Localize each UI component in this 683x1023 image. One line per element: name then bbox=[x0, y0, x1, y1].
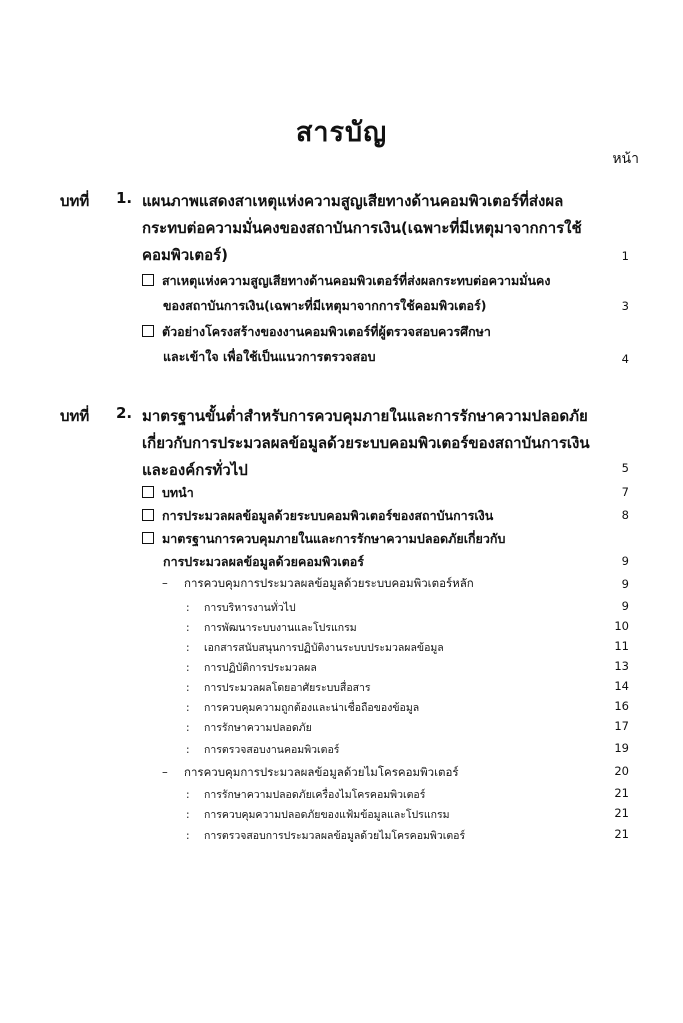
toc-section-label: การควบคุมการประมวลผลข้อมูลด้วยไมโครคอมพิวเตอร์ bbox=[184, 765, 459, 779]
page-number: 10 bbox=[614, 619, 629, 633]
toc-subitem-label: การรักษาความปลอดภัยเครื่องไมโครคอมพิวเตอร์ bbox=[204, 789, 426, 801]
chapter-label: บทที่ bbox=[60, 192, 90, 210]
toc-section bbox=[162, 575, 474, 593]
dash-bullet: – bbox=[162, 576, 168, 590]
chapter-title-line: และองค์กรทั่วไป bbox=[142, 461, 248, 479]
toc-subitem bbox=[186, 786, 425, 803]
page-number: 7 bbox=[621, 485, 629, 499]
toc-entry-continuation: ของสถาบันการเงิน(เฉพาะที่มีเหตุมาจากการใช้คอมพิวเตอร์) bbox=[163, 298, 487, 313]
chapter-title-line: คอมพิวเตอร์) bbox=[142, 246, 229, 264]
toc-entry-label: ตัวอย่างโครงสร้างของงานคอมพิวเตอร์ที่ผู้ตรวจสอบควรศึกษา bbox=[162, 324, 491, 339]
colon-bullet: : bbox=[186, 744, 190, 756]
toc-subitem-label: การรักษาความปลอดภัย bbox=[204, 722, 312, 734]
toc-subitem bbox=[186, 719, 312, 736]
page-number: 21 bbox=[614, 786, 629, 800]
colon-bullet: : bbox=[186, 830, 190, 842]
page-number: 11 bbox=[614, 639, 629, 653]
chapter-title-line: กระทบต่อความมั่นคงของสถาบันการเงิน(เฉพาะที่มีเหตุมาจากการใช้ bbox=[142, 219, 582, 237]
page-column-header: หน้า bbox=[612, 151, 639, 167]
toc-subitem-label: การประมวลผลโดยอาศัยระบบสื่อสาร bbox=[204, 682, 371, 694]
chapter-label: บทที่ bbox=[60, 407, 90, 425]
page-number: 1 bbox=[621, 249, 629, 263]
checkbox-square-icon bbox=[142, 274, 154, 286]
toc-entry-continuation: การประมวลผลข้อมูลด้วยคอมพิวเตอร์ bbox=[163, 554, 364, 569]
page-title: สารบัญ bbox=[295, 117, 388, 148]
toc-section-label: การควบคุมการประมวลผลข้อมูลด้วยระบบคอมพิวเตอร์หลัก bbox=[184, 576, 474, 590]
colon-bullet: : bbox=[186, 722, 190, 734]
chapter-title-line: มาตรฐานขั้นต่ำสำหรับการควบคุมภายในและการรักษาความปลอดภัย bbox=[142, 407, 588, 425]
dash-bullet: – bbox=[162, 765, 168, 779]
page-number: 9 bbox=[621, 599, 629, 613]
page-number: 3 bbox=[621, 299, 629, 313]
page-number: 17 bbox=[614, 719, 629, 733]
page-number: 14 bbox=[614, 679, 629, 693]
toc-subitem-label: การปฏิบัติการประมวลผล bbox=[204, 662, 317, 674]
chapter-number: 1. bbox=[116, 189, 133, 207]
toc-entry-continuation: และเข้าใจ เพื่อใช้เป็นแนวการตรวจสอบ bbox=[163, 349, 376, 364]
colon-bullet: : bbox=[186, 662, 190, 674]
colon-bullet: : bbox=[186, 622, 190, 634]
toc-subitem bbox=[186, 639, 444, 656]
toc-subitem bbox=[186, 619, 357, 636]
toc-subitem-label: การควบคุมความถูกต้องและน่าเชื่อถือของข้อมูล bbox=[204, 702, 420, 714]
toc-entry-label: บทนำ bbox=[162, 485, 194, 500]
checkbox-square-icon bbox=[142, 325, 154, 337]
page-number: 16 bbox=[614, 699, 629, 713]
chapter-title-line: แผนภาพแสดงสาเหตุแห่งความสูญเสียทางด้านคอมพิวเตอร์ที่ส่งผล bbox=[142, 192, 564, 210]
chapter-number: 2. bbox=[116, 404, 133, 422]
chapter-title-line: เกี่ยวกับการประมวลผลข้อมูลด้วยระบบคอมพิวเตอร์ของสถาบันการเงิน bbox=[142, 434, 590, 452]
toc-subitem-label: การบริหารงานทั่วไป bbox=[204, 602, 296, 614]
toc-entry bbox=[142, 271, 551, 291]
colon-bullet: : bbox=[186, 602, 190, 614]
toc-entry bbox=[142, 529, 505, 549]
toc-entry-label: สาเหตุแห่งความสูญเสียทางด้านคอมพิวเตอร์ที่ส่งผลกระทบต่อความมั่นคง bbox=[162, 273, 551, 288]
toc-subitem-label: เอกสารสนับสนุนการปฏิบัติงานระบบประมวลผลข้อมูล bbox=[204, 642, 444, 654]
page-number: 20 bbox=[614, 764, 629, 778]
colon-bullet: : bbox=[186, 809, 190, 821]
toc-section bbox=[162, 764, 459, 782]
page-number: 5 bbox=[621, 461, 629, 475]
toc-subitem-label: การตรวจสอบการประมวลผลข้อมูลด้วยไมโครคอมพิวเตอร์ bbox=[204, 830, 466, 842]
toc-subitem-label: การพัฒนาระบบงานและโปรแกรม bbox=[204, 622, 357, 634]
toc-subitem bbox=[186, 741, 339, 758]
checkbox-square-icon bbox=[142, 486, 154, 498]
toc-entry bbox=[142, 322, 491, 342]
toc-subitem-label: การควบคุมความปลอดภัยของแฟ้มข้อมูลและโปรแกรม bbox=[204, 809, 450, 821]
colon-bullet: : bbox=[186, 642, 190, 654]
toc-subitem bbox=[186, 679, 371, 696]
toc-subitem bbox=[186, 599, 296, 616]
page-number: 21 bbox=[614, 806, 629, 820]
page-number: 21 bbox=[614, 827, 629, 841]
page-number: 13 bbox=[614, 659, 629, 673]
page-number: 9 bbox=[621, 554, 629, 568]
checkbox-square-icon bbox=[142, 532, 154, 544]
toc-subitem bbox=[186, 827, 465, 844]
page-number: 4 bbox=[621, 352, 629, 366]
page-number: 9 bbox=[621, 577, 629, 591]
toc-subitem bbox=[186, 699, 419, 716]
toc-subitem-label: การตรวจสอบงานคอมพิวเตอร์ bbox=[204, 744, 340, 756]
page-number: 19 bbox=[614, 741, 629, 755]
toc-subitem bbox=[186, 659, 317, 676]
toc-entry bbox=[142, 483, 194, 503]
checkbox-square-icon bbox=[142, 509, 154, 521]
colon-bullet: : bbox=[186, 682, 190, 694]
toc-subitem bbox=[186, 806, 450, 823]
toc-entry-label: การประมวลผลข้อมูลด้วยระบบคอมพิวเตอร์ของสถาบันการเงิน bbox=[162, 508, 494, 523]
colon-bullet: : bbox=[186, 789, 190, 801]
toc-entry-label: มาตรฐานการควบคุมภายในและการรักษาความปลอดภัยเกี่ยวกับ bbox=[162, 531, 506, 546]
toc-entry bbox=[142, 506, 493, 526]
colon-bullet: : bbox=[186, 702, 190, 714]
page-number: 8 bbox=[621, 508, 629, 522]
